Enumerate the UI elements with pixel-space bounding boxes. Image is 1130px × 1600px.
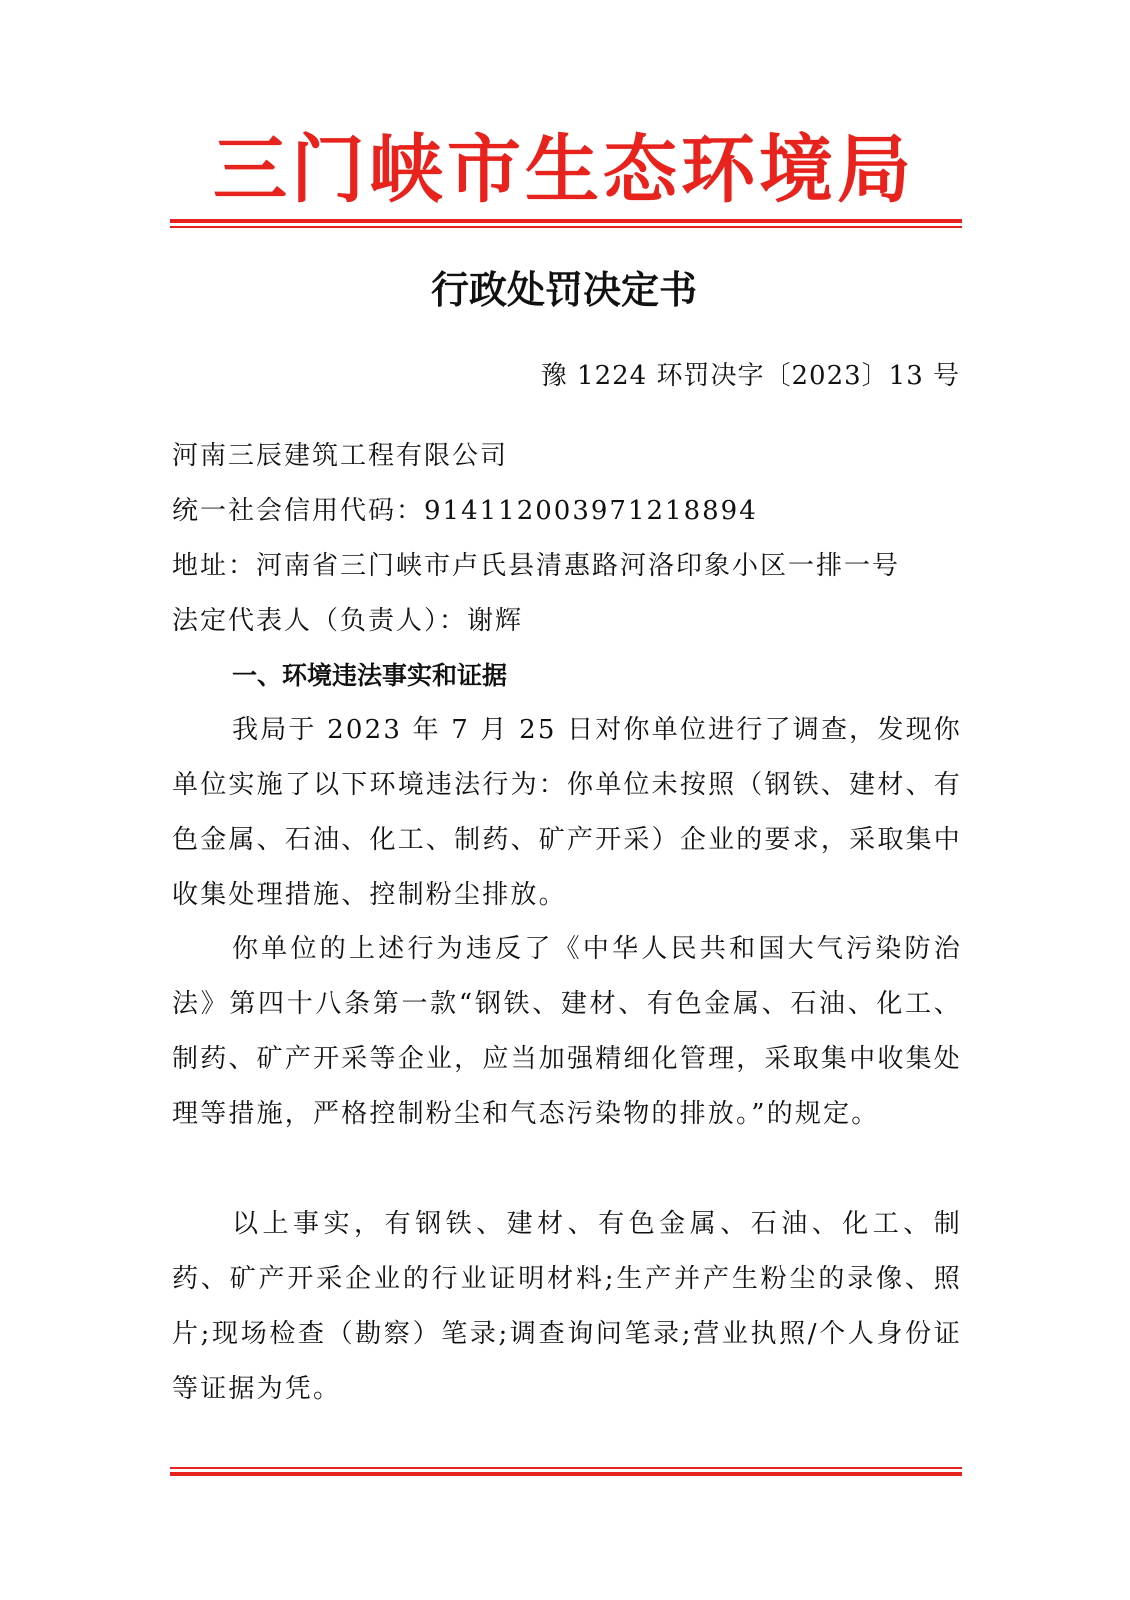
party-name: 河南三辰建筑工程有限公司 [172,441,509,471]
issuing-organization-header: 三门峡市生态环境局 [213,127,915,213]
paragraph-evidence: 以上事实，有钢铁、建材、有色金属、石油、化工、制药、矿产开采企业的行业证明材料;生产并产生粉尘的录像、照片;现场检查（勘察）笔录;调查询问笔录;营业执照/个人身份证等证据为凭。 [172,1209,962,1404]
section-heading-violation-facts: 一、环境违法事实和证据 [232,661,508,690]
credit-code: 统一社会信用代码：914112003971218894 [172,496,758,526]
header-red-divider [170,219,962,228]
legal-representative: 法定代表人（负责人）：谢辉 [172,606,524,636]
party-address: 地址：河南省三门峡市卢氏县清惠路河洛印象小区一排一号 [172,551,901,581]
document-number: 豫 1224 环罚决字〔2023〕13 号 [540,361,960,391]
paragraph-investigation: 我局于 2023 年 7 月 25 日对你单位进行了调查，发现你单位实施了以下环境违法行为：你单位未按照（钢铁、建材、有色金属、石油、化工、制药、矿产开采）企业的要求，采取集中收集处理措施、控制粉尘排放。 [172,715,962,910]
footer-red-divider [170,1467,962,1476]
document-title: 行政处罚决定书 [430,268,697,312]
paragraph-legal-basis: 你单位的上述行为违反了《中华人民共和国大气污染防治法》第四十八条第一款“钢铁、建材、有色金属、石油、化工、制药、矿产开采等企业，应当加强精细化管理，采取集中收集处理等措施，严格控制粉尘和气态污染物的排放。”的规定。 [172,934,962,1129]
